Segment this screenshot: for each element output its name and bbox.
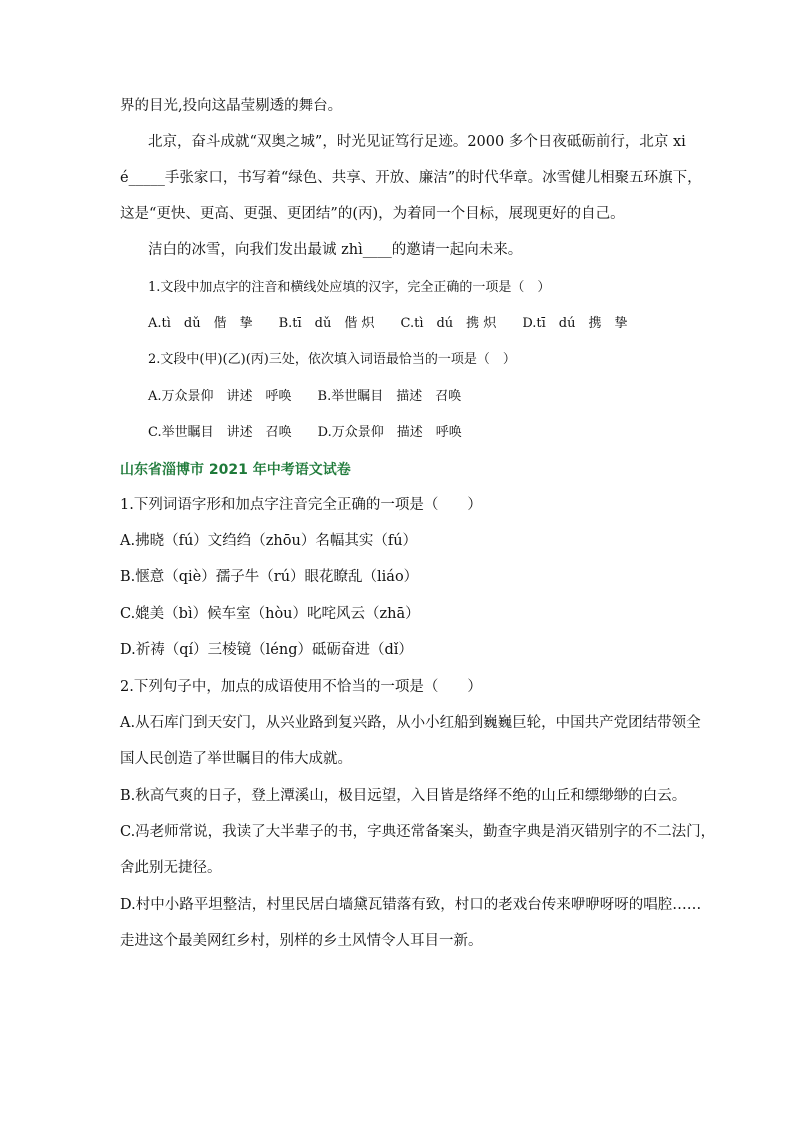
question-2-option-d-cont: 走进这个最美网红乡村，别样的乡土风情令人耳目一新。 xyxy=(120,933,483,949)
question-2-stem: 2.下列句子中，加点的成语使用不恰当的一项是（ ） xyxy=(120,679,482,695)
sub-question-1-stem: 1.文段中加点字的注音和横线处应填的汉字，完全正确的一项是（ ） xyxy=(148,280,551,295)
passage-line: 洁白的冰雪，向我们发出最诚 zhì____的邀请一起向未来。 xyxy=(148,242,523,258)
question-1-option-b: B.惬意（qiè）孺子牛（rú）眼花瞭乱（liáo） xyxy=(120,569,419,585)
question-1-option-a: A.拂晓（fú）文绉绉（zhōu）名幅其实（fú） xyxy=(120,533,418,549)
question-1-option-c: C.媲美（bì）候车室（hòu）叱咤风云（zhā） xyxy=(120,606,420,622)
question-1-stem: 1.下列词语字形和加点字注音完全正确的一项是（ ） xyxy=(120,497,482,513)
passage-line: 北京，奋斗成就“双奥之城”，时光见证笃行足迹。2000 多个日夜砥砺前行，北京 xi xyxy=(148,134,686,150)
sub-question-1-options: A.tì dǔ 偕 挚 B.tī dǔ 偕 炽 C.tì dú 携 炽 D.tī dú 携 挚 xyxy=(148,316,628,331)
section-heading: 山东省淄博市 2021 年中考语文试卷 xyxy=(120,462,351,478)
question-2-option-d: D.村中小路平坦整洁，村里民居白墙黛瓦错落有致，村口的老戏台传来咿咿呀呀的唱腔…… xyxy=(120,897,702,913)
passage-line: é_____手张家口，书写着“绿色、共享、开放、廉洁”的时代华章。冰雪健儿相聚五环旗下， xyxy=(120,170,702,186)
question-2-option-c: C.冯老师常说，我读了大半辈子的书，字典还常备案头，勤查字典是消灭错别字的不二法门， xyxy=(120,824,716,840)
passage-line: 这是“更快、更高、更强、更团结”的(丙)，为着同一个目标，展现更好的自己。 xyxy=(120,206,625,222)
question-2-option-c-cont: 舍此别无捷径。 xyxy=(120,860,222,876)
sub-question-2-stem: 2.文段中(甲)(乙)(丙)三处，依次填入词语最恰当的一项是（ ） xyxy=(148,352,516,367)
question-2-option-a: A.从石库门到天安门，从兴业路到复兴路，从小小红船到巍巍巨轮，中国共产党团结带领全 xyxy=(120,715,701,731)
sub-question-2-options-row: C.举世瞩目 讲述 召唤 D.万众景仰 描述 呼唤 xyxy=(148,425,462,440)
passage-line: 界的目光,投向这晶莹剔透的舞台。 xyxy=(120,98,343,114)
question-2-option-b: B.秋高气爽的日子，登上潭溪山，极目远望，入目皆是络绎不绝的山丘和缥缈缈的白云。 xyxy=(120,788,687,804)
question-2-option-a-cont: 国人民创造了举世瞩目的伟大成就。 xyxy=(120,751,352,767)
question-1-option-d: D.祈祷（qí）三棱镜（léng）砥砺奋进（dǐ） xyxy=(120,642,413,658)
sub-question-2-options-row: A.万众景仰 讲述 呼唤 B.举世瞩目 描述 召唤 xyxy=(148,389,462,404)
